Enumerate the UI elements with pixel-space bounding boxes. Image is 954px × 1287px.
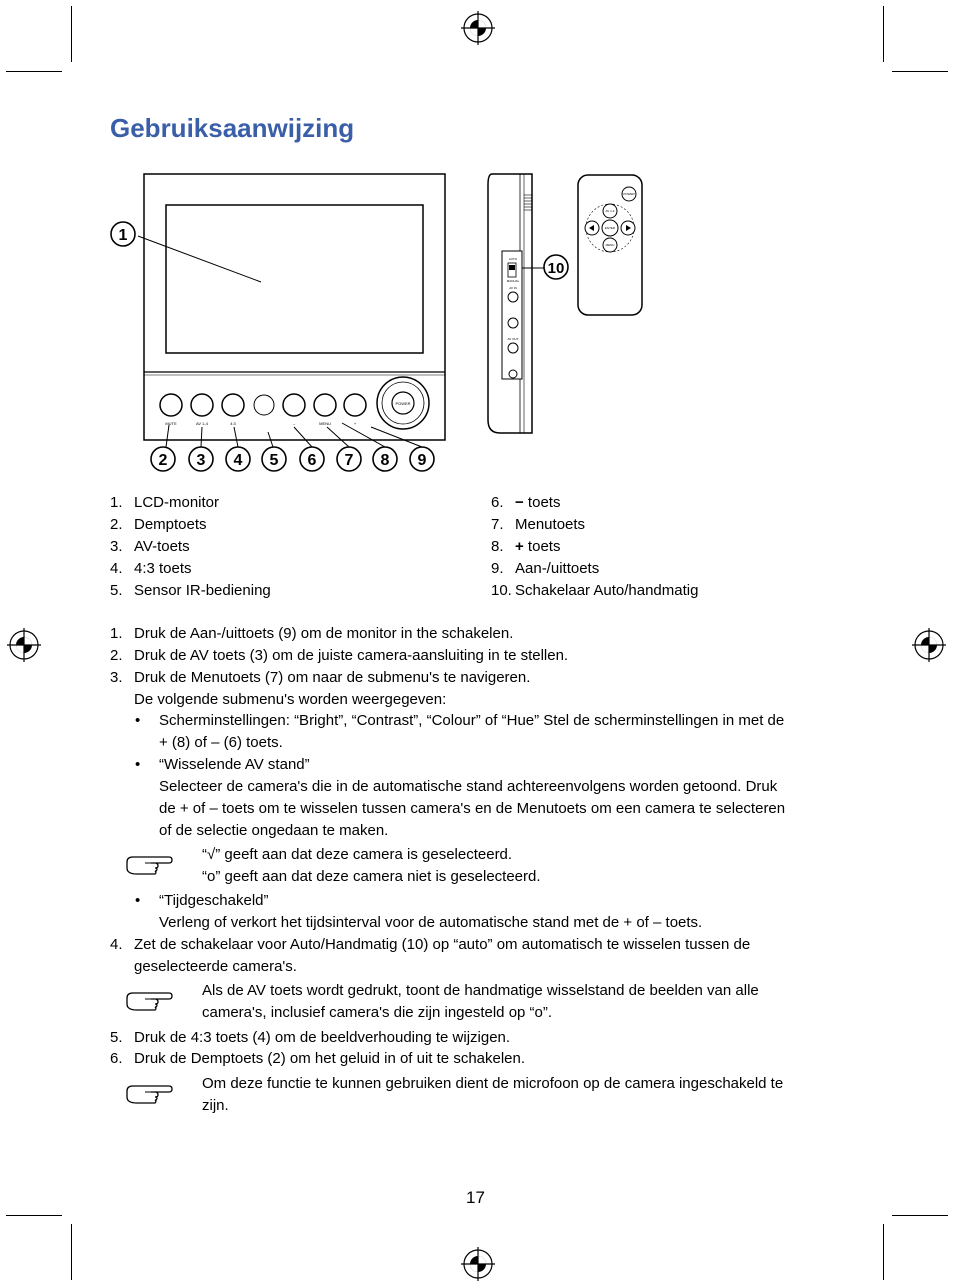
bold-symbol: + <box>515 538 524 555</box>
list-item-text: toets <box>523 494 561 511</box>
list-item <box>515 536 560 558</box>
list-item: Menutoets <box>515 516 586 533</box>
button-label: MUTE <box>165 421 177 426</box>
list-item: Sensor IR-bediening <box>134 582 271 599</box>
callout-label: 9 <box>417 452 427 469</box>
bullet-text: Selecteer de camera's die in de automatische stand achtereenvolgens worden getoond. Druk <box>159 778 778 795</box>
step-number: 4. <box>110 936 123 953</box>
registration-mark-icon <box>461 1247 495 1281</box>
crop-mark <box>883 1224 884 1280</box>
remote-label: POWER <box>623 192 635 196</box>
button-label: AV 1-4 <box>196 421 208 426</box>
list-number: 7. <box>491 516 504 533</box>
list-item: Aan-/uittoets <box>515 560 600 577</box>
button-label: + <box>353 421 357 426</box>
bullet-text: Scherminstellingen: “Bright”, “Contrast”, “Colour” of “Hue” Stel de scherminstellingen in met de <box>159 712 785 729</box>
callout-label: 2 <box>158 452 168 469</box>
bullet: • <box>135 712 141 729</box>
side-label: MANUAL <box>506 279 520 283</box>
list-number: 1. <box>110 494 123 511</box>
list-item: Demptoets <box>134 516 207 533</box>
list-item: AV-toets <box>134 538 190 555</box>
bullet-text: Verleng of verkort het tijdsinterval voor de automatische stand met de + of – toets. <box>159 914 703 931</box>
note-text: camera's, inclusief camera's die zijn ingesteld op “ο”. <box>202 1004 553 1021</box>
monitor-side-diagram <box>480 165 570 445</box>
button-label: – <box>292 421 296 426</box>
page-number: 17 <box>466 1188 485 1207</box>
page-title: Gebruiksaanwijzing <box>110 113 355 143</box>
list-number: 10. <box>491 582 512 599</box>
list-number: 4. <box>110 560 123 577</box>
callout-label: 5 <box>269 452 279 469</box>
power-label: POWER <box>395 401 411 406</box>
crop-mark <box>71 6 72 62</box>
step-text: Druk de Aan-/uittoets (9) om de monitor in the schakelen. <box>134 625 514 642</box>
note-text: “ο” geeft aan dat deze camera niet is geselecteerd. <box>202 868 541 885</box>
registration-mark-icon <box>461 11 495 45</box>
note-text: Als de AV toets wordt gedrukt, toont de handmatige wisselstand de beelden van alle <box>202 982 759 999</box>
side-label: AUTO <box>508 257 518 261</box>
button-label: MENU <box>319 421 331 426</box>
step-number: 5. <box>110 1029 123 1046</box>
step-text: Druk de Menutoets (7) om naar de submenu's te navigeren. <box>134 669 531 686</box>
remote-control-diagram <box>575 170 647 320</box>
list-number: 9. <box>491 560 504 577</box>
crop-mark <box>883 6 884 62</box>
crop-mark <box>892 1215 948 1216</box>
list-number: 8. <box>491 538 504 555</box>
callout-label: 1 <box>118 227 128 244</box>
bullet-text: of de selectie ongedaan te maken. <box>159 822 389 839</box>
crop-mark <box>6 71 62 72</box>
remote-label: MENU <box>605 243 615 247</box>
step-text: Druk de AV toets (3) om de juiste camera-aansluiting in te stellen. <box>134 647 569 664</box>
button-label: 4:3 <box>230 421 236 426</box>
callout-label: 10 <box>547 260 565 277</box>
step-text: De volgende submenu's worden weergegeven: <box>134 691 447 708</box>
step-text: Druk de Demptoets (2) om het geluid in of uit te schakelen. <box>134 1050 526 1067</box>
step-number: 2. <box>110 647 123 664</box>
callout-label: 4 <box>233 452 243 469</box>
list-item <box>515 492 560 514</box>
callout-label: 3 <box>196 452 206 469</box>
bullet-text: + (8) of – (6) toets. <box>159 734 283 751</box>
bullet-text: de + of – toets om te wisselen tussen camera's en de Menutoets om een camera te selecteren <box>159 800 786 817</box>
monitor-front-diagram <box>100 165 450 485</box>
side-label: AV IN <box>509 286 517 290</box>
crop-mark <box>71 1224 72 1280</box>
registration-mark-icon <box>7 628 41 662</box>
remote-label: AV 1-4 <box>605 209 615 213</box>
step-number: 6. <box>110 1050 123 1067</box>
side-label: AV OUT <box>507 337 519 341</box>
callout-label: 6 <box>307 452 317 469</box>
list-number: 5. <box>110 582 123 599</box>
step-number: 3. <box>110 669 123 686</box>
list-number: 3. <box>110 538 123 555</box>
step-number: 1. <box>110 625 123 642</box>
remote-label: ENTER <box>604 226 616 230</box>
crop-mark <box>6 1215 62 1216</box>
note-text: “√” geeft aan dat deze camera is geselecteerd. <box>202 846 513 863</box>
list-number: 2. <box>110 516 123 533</box>
step-text: Druk de 4:3 toets (4) om de beeldverhouding te wijzigen. <box>134 1029 511 1046</box>
list-item: LCD-monitor <box>134 494 220 511</box>
registration-mark-icon <box>912 628 946 662</box>
pointing-hand-icon <box>125 1081 173 1107</box>
crop-mark <box>892 71 948 72</box>
bullet-text: “Wisselende AV stand” <box>159 756 310 773</box>
pointing-hand-icon <box>125 988 173 1014</box>
note-text: Om deze functie te kunnen gebruiken dient de microfoon op de camera ingeschakeld te <box>202 1075 784 1092</box>
step-text: geselecteerde camera's. <box>134 958 297 975</box>
list-item: Schakelaar Auto/handmatig <box>515 582 699 599</box>
callout-label: 7 <box>344 452 354 469</box>
step-text: Zet de schakelaar voor Auto/Handmatig (10) op “auto” om automatisch te wisselen tussen de <box>134 936 751 953</box>
bullet: • <box>135 892 141 909</box>
bullet: • <box>135 756 141 773</box>
bullet-text: “Tijdgeschakeld” <box>159 892 269 909</box>
list-item: 4:3 toets <box>134 560 192 577</box>
note-text: zijn. <box>202 1097 229 1114</box>
bold-symbol: − <box>515 494 524 511</box>
callout-label: 8 <box>380 452 390 469</box>
list-number: 6. <box>491 494 504 511</box>
list-item-text: toets <box>523 538 561 555</box>
pointing-hand-icon <box>125 852 173 878</box>
